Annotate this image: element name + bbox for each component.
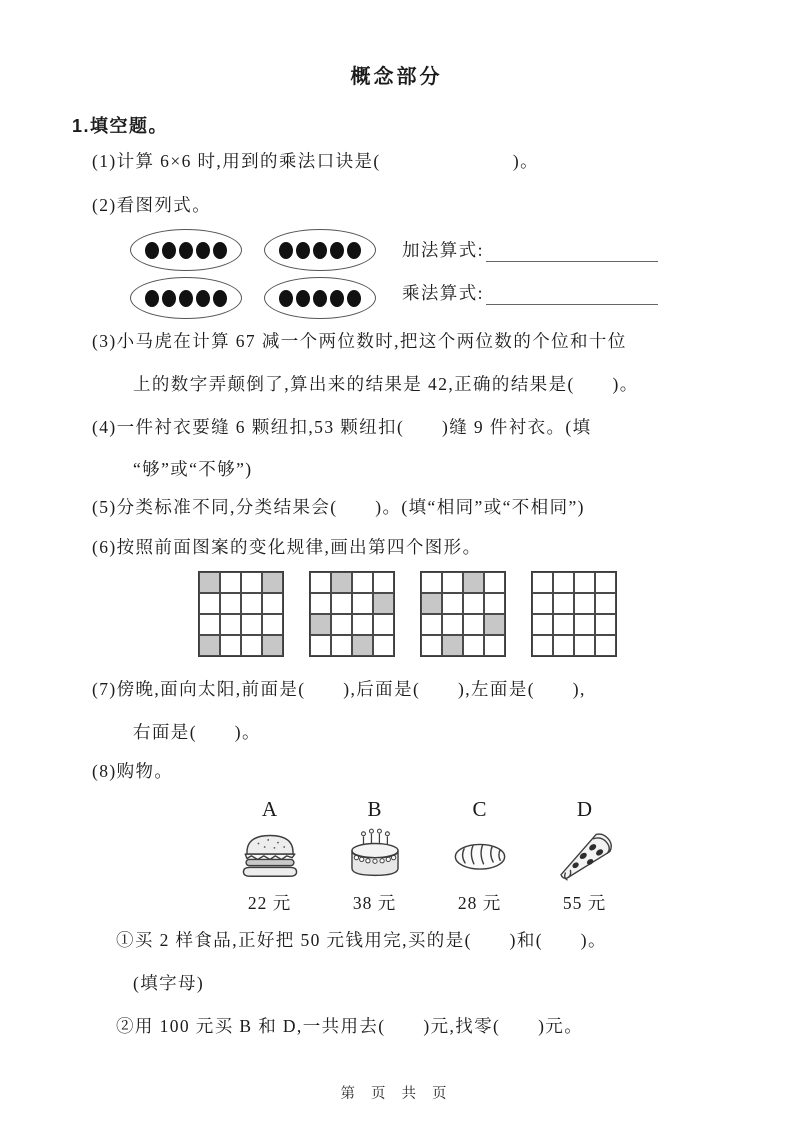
grid-cell bbox=[442, 593, 463, 614]
grid-cell bbox=[310, 572, 331, 593]
grid-cell bbox=[199, 572, 220, 593]
grid-cell[interactable] bbox=[595, 593, 616, 614]
grid-cell bbox=[373, 572, 394, 593]
grid-cell bbox=[310, 593, 331, 614]
grid-cell bbox=[331, 614, 352, 635]
food-letter: C bbox=[472, 797, 487, 821]
dot bbox=[279, 290, 293, 307]
grid-cell bbox=[220, 614, 241, 635]
dot bbox=[313, 290, 327, 307]
food-item-c bbox=[432, 796, 527, 915]
grid-cell bbox=[421, 593, 442, 614]
question-4-line2: “够”或“不够”) bbox=[133, 459, 253, 479]
grid-cell bbox=[220, 593, 241, 614]
dot bbox=[179, 242, 193, 259]
grid-cell bbox=[484, 635, 505, 656]
foods-row bbox=[222, 796, 632, 915]
dot bbox=[330, 290, 344, 307]
grid-cell bbox=[241, 635, 262, 656]
question-5: (5)分类标准不同,分类结果会( )。(填“相同”或“不相同”) bbox=[92, 497, 585, 517]
grid-cell[interactable] bbox=[532, 572, 553, 593]
grid-cell bbox=[241, 593, 262, 614]
dot bbox=[347, 290, 361, 307]
section-heading: 1.填空题。 bbox=[72, 116, 169, 136]
dot-group-oval bbox=[264, 277, 376, 319]
grid-cell[interactable] bbox=[574, 593, 595, 614]
dot bbox=[145, 242, 159, 259]
multiplication-answer-blank[interactable] bbox=[486, 284, 658, 305]
food-item-d bbox=[537, 796, 632, 915]
grid-cell bbox=[331, 635, 352, 656]
grid-cell[interactable] bbox=[532, 593, 553, 614]
pizza-icon bbox=[555, 826, 615, 884]
food-letter: A bbox=[261, 797, 278, 821]
grid-cell bbox=[373, 635, 394, 656]
dot-group-oval bbox=[130, 277, 242, 319]
addition-equation-label: 加法算式: bbox=[402, 240, 484, 260]
grid-cell[interactable] bbox=[574, 572, 595, 593]
grid-cell bbox=[199, 593, 220, 614]
bread-icon bbox=[449, 826, 511, 884]
food-price: 22 元 bbox=[247, 893, 292, 913]
grid-cell[interactable] bbox=[553, 572, 574, 593]
grid-cell[interactable] bbox=[532, 614, 553, 635]
dot bbox=[296, 290, 310, 307]
dot bbox=[296, 242, 310, 259]
question-8-sub1-line2: (填字母) bbox=[133, 973, 205, 993]
question-3-line1: (3)小马虎在计算 67 减一个两位数时,把这个两位数的个位和十位 bbox=[92, 331, 627, 351]
dot-groups-figure bbox=[130, 229, 376, 319]
dot bbox=[347, 242, 361, 259]
grid-cell bbox=[262, 572, 283, 593]
question-3-line2: 上的数字弄颠倒了,算出来的结果是 42,正确的结果是( )。 bbox=[133, 374, 639, 394]
dot-group-oval bbox=[130, 229, 242, 271]
food-price: 28 元 bbox=[457, 893, 502, 913]
grid-cell bbox=[199, 635, 220, 656]
grid-cell bbox=[463, 614, 484, 635]
dot bbox=[213, 242, 227, 259]
pattern-grids-row bbox=[198, 571, 617, 657]
grid-cell bbox=[352, 572, 373, 593]
grid-cell bbox=[262, 635, 283, 656]
food-price: 38 元 bbox=[352, 893, 397, 913]
grid-cell bbox=[373, 593, 394, 614]
grid-cell[interactable] bbox=[595, 635, 616, 656]
dot bbox=[279, 242, 293, 259]
grid-cell bbox=[373, 614, 394, 635]
question-6-label: (6)按照前面图案的变化规律,画出第四个图形。 bbox=[92, 537, 482, 557]
pattern-grid bbox=[198, 571, 284, 657]
multiplication-equation-row bbox=[402, 280, 658, 305]
grid-cell bbox=[310, 614, 331, 635]
grid-cell bbox=[463, 593, 484, 614]
grid-cell bbox=[463, 572, 484, 593]
grid-cell bbox=[352, 635, 373, 656]
grid-cell bbox=[241, 614, 262, 635]
page-title: 概念部分 bbox=[350, 66, 443, 88]
pattern-grid-answer[interactable] bbox=[531, 571, 617, 657]
grid-cell bbox=[352, 593, 373, 614]
grid-cell bbox=[484, 614, 505, 635]
grid-cell bbox=[442, 635, 463, 656]
grid-cell bbox=[262, 614, 283, 635]
grid-cell bbox=[352, 614, 373, 635]
question-8-label: (8)购物。 bbox=[92, 761, 174, 781]
grid-cell bbox=[331, 572, 352, 593]
dot bbox=[196, 290, 210, 307]
hamburger-icon bbox=[239, 826, 301, 884]
food-letter: B bbox=[367, 797, 382, 821]
multiplication-equation-label: 乘法算式: bbox=[402, 283, 484, 303]
grid-cell[interactable] bbox=[574, 614, 595, 635]
grid-cell bbox=[331, 593, 352, 614]
grid-cell bbox=[442, 614, 463, 635]
question-4-line1: (4)一件衬衣要缝 6 颗纽扣,53 颗纽扣( )缝 9 件衬衣。(填 bbox=[92, 417, 592, 437]
question-8-sub1-line1: ①买 2 样食品,正好把 50 元钱用完,买的是( )和( )。 bbox=[116, 930, 607, 950]
grid-cell bbox=[199, 614, 220, 635]
grid-cell bbox=[421, 572, 442, 593]
grid-cell bbox=[442, 572, 463, 593]
grid-cell[interactable] bbox=[595, 572, 616, 593]
addition-equation-row bbox=[402, 237, 658, 262]
question-7-line1: (7)傍晚,面向太阳,前面是( ),后面是( ),左面是( ), bbox=[92, 679, 586, 699]
grid-cell bbox=[220, 635, 241, 656]
dot bbox=[330, 242, 344, 259]
grid-cell[interactable] bbox=[553, 614, 574, 635]
grid-cell[interactable] bbox=[553, 635, 574, 656]
food-item-b bbox=[327, 796, 422, 915]
question-2-label: (2)看图列式。 bbox=[92, 195, 212, 215]
dot-group-oval bbox=[264, 229, 376, 271]
food-letter: D bbox=[576, 797, 593, 821]
question-8-sub2: ②用 100 元买 B 和 D,一共用去( )元,找零( )元。 bbox=[116, 1016, 584, 1036]
grid-cell[interactable] bbox=[595, 614, 616, 635]
grid-cell bbox=[421, 614, 442, 635]
dot bbox=[179, 290, 193, 307]
dot bbox=[196, 242, 210, 259]
grid-cell[interactable] bbox=[574, 635, 595, 656]
grid-cell bbox=[484, 572, 505, 593]
grid-cell bbox=[421, 635, 442, 656]
dot bbox=[313, 242, 327, 259]
food-item-a bbox=[222, 796, 317, 915]
grid-cell[interactable] bbox=[532, 635, 553, 656]
addition-answer-blank[interactable] bbox=[486, 241, 658, 262]
dot bbox=[145, 290, 159, 307]
grid-cell bbox=[220, 572, 241, 593]
pattern-grid bbox=[420, 571, 506, 657]
grid-cell bbox=[484, 593, 505, 614]
grid-cell bbox=[463, 635, 484, 656]
grid-cell[interactable] bbox=[553, 593, 574, 614]
cake-icon bbox=[344, 826, 406, 884]
dot bbox=[213, 290, 227, 307]
dot bbox=[162, 242, 176, 259]
page-footer: 第 页 共 页 bbox=[340, 1086, 453, 1102]
question-7-line2: 右面是( )。 bbox=[133, 722, 261, 742]
grid-cell bbox=[241, 572, 262, 593]
food-price: 55 元 bbox=[562, 893, 607, 913]
pattern-grid bbox=[309, 571, 395, 657]
grid-cell bbox=[262, 593, 283, 614]
grid-cell bbox=[310, 635, 331, 656]
dot bbox=[162, 290, 176, 307]
question-1: (1)计算 6×6 时,用到的乘法口诀是( )。 bbox=[92, 151, 540, 171]
